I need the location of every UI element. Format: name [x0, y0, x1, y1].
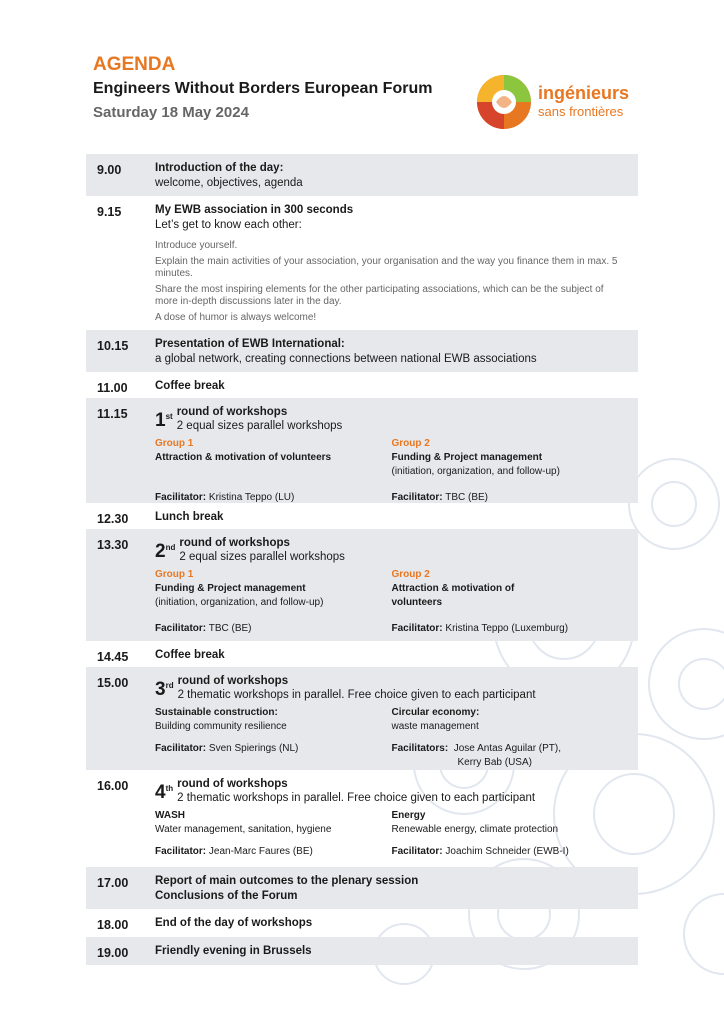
agenda-row-workshop-round-2	[86, 529, 638, 641]
agenda-row-ewb-international	[86, 330, 638, 372]
agenda-title: round of workshops	[179, 537, 290, 549]
agenda-title: round of workshops	[177, 778, 288, 790]
agenda-note: Share the most inspiring elements for the other participating associations, which can be the subject of more in-depth discussions later in the day.	[155, 284, 604, 307]
agenda-subtitle: 2 thematic workshops in parallel. Free choice given to each participant	[177, 792, 536, 804]
agenda-title: round of workshops	[177, 675, 289, 687]
facilitator: Facilitator: Jean-Marc Faures (BE)	[155, 846, 313, 857]
workshop-topic: Sustainable construction:	[155, 707, 278, 718]
agenda-label: AGENDA	[93, 54, 176, 75]
agenda-time: 15.00	[97, 676, 129, 690]
agenda-time: 9.00	[97, 163, 122, 177]
workshop-group-left	[155, 568, 392, 636]
workshop-theme-right	[392, 809, 629, 859]
agenda-title: Lunch break	[155, 511, 224, 523]
isf-logo	[474, 72, 634, 132]
facilitator: Facilitator: Kristina Teppo (LU)	[155, 492, 295, 503]
agenda-title: My EWB association in 300 seconds	[155, 204, 354, 216]
workshop-theme-right	[392, 706, 629, 770]
agenda-row-intro	[86, 154, 638, 196]
workshop-theme-left	[155, 809, 392, 859]
workshop-detail: (initiation, organization, and follow-up)	[155, 597, 324, 608]
group-label: Group 1	[155, 438, 194, 449]
agenda-time: 17.00	[97, 876, 129, 890]
agenda-row-workshop-round-3	[86, 667, 638, 770]
agenda-row-evening	[86, 937, 638, 965]
agenda-time: 10.15	[97, 339, 129, 353]
event-date: Saturday 18 May 2024	[93, 104, 249, 121]
agenda-title: Coffee break	[155, 380, 225, 392]
agenda-row-report	[86, 867, 638, 909]
agenda-time: 11.15	[97, 407, 128, 421]
workshop-theme-left	[155, 706, 392, 770]
agenda-subtitle: 2 thematic workshops in parallel. Free choice given to each participant	[177, 689, 536, 701]
facilitator: Facilitator: Sven Spierings (NL)	[155, 743, 299, 754]
agenda-title: Coffee break	[155, 649, 225, 661]
group-label: Group 1	[155, 569, 194, 580]
page-title: Engineers Without Borders European Forum	[93, 80, 433, 97]
agenda-table	[86, 154, 638, 965]
agenda-subtitle: 2 equal sizes parallel workshops	[176, 420, 343, 432]
facilitator-continued: Kerry Bab (USA)	[457, 757, 532, 768]
agenda-time: 13.30	[97, 538, 129, 552]
agenda-time: 9.15	[97, 205, 122, 219]
facilitator: Facilitator: Joachim Schneider (EWB-I)	[391, 846, 569, 857]
facilitator: Facilitator: TBC (BE)	[155, 623, 252, 634]
agenda-subtitle: Let’s get to know each other:	[155, 219, 302, 231]
workshop-detail: Renewable energy, climate protection	[391, 824, 559, 835]
workshop-detail: volunteers	[391, 597, 443, 608]
group-label: Group 2	[391, 438, 430, 449]
workshop-topic: Circular economy:	[391, 707, 480, 718]
agenda-note: Explain the main activities of your association, your organisation and the way you finance them in max. 5 minutes.	[155, 256, 618, 279]
workshop-group-right	[392, 437, 629, 505]
agenda-note: A dose of humor is always welcome!	[155, 312, 317, 323]
agenda-row-coffee-break	[86, 641, 638, 667]
round-ordinal: 1st	[155, 410, 173, 431]
round-ordinal: 2nd	[155, 541, 176, 562]
facilitator: Facilitator: TBC (BE)	[391, 492, 489, 503]
agenda-time: 19.00	[97, 946, 129, 960]
agenda-subtitle: a global network, creating connections between national EWB associations	[155, 353, 537, 365]
logo-text-ingenieurs: ingénieurs	[538, 83, 630, 103]
facilitator: Facilitators: Jose Antas Aguilar (PT),	[391, 743, 562, 754]
facilitator: Facilitator: Kristina Teppo (Luxemburg)	[391, 623, 569, 634]
agenda-row-end-of-day	[86, 909, 638, 937]
workshop-topic: WASH	[155, 810, 185, 821]
agenda-title: Report of main outcomes to the plenary session	[155, 875, 419, 887]
round-ordinal: 4th	[155, 782, 174, 803]
workshop-topic: Funding & Project management	[155, 583, 306, 594]
agenda-subtitle: Conclusions of the Forum	[155, 890, 298, 902]
agenda-row-lunch-break	[86, 503, 638, 529]
isf-swirl-logo-icon	[474, 72, 534, 132]
agenda-title: End of the day of workshops	[155, 917, 313, 929]
workshop-group-left	[155, 437, 392, 505]
agenda-subtitle: welcome, objectives, agenda	[155, 177, 303, 189]
agenda-title: Friendly evening in Brussels	[155, 945, 312, 957]
agenda-time: 18.00	[97, 918, 129, 932]
workshop-topic: Energy	[391, 810, 426, 821]
agenda-title: round of workshops	[176, 406, 288, 418]
agenda-time: 16.00	[97, 779, 129, 793]
agenda-note: Introduce yourself.	[155, 240, 238, 251]
workshop-topic: Attraction & motivation of volunteers	[155, 452, 332, 463]
page-header	[93, 54, 432, 123]
agenda-time: 12.30	[97, 512, 129, 526]
agenda-row-ewb300	[86, 196, 638, 330]
round-ordinal: 3rd	[155, 679, 174, 700]
workshop-group-right	[392, 568, 629, 636]
workshop-topic: Funding & Project management	[391, 452, 543, 463]
agenda-subtitle: 2 equal sizes parallel workshops	[179, 551, 345, 563]
agenda-row-workshop-round-4	[86, 770, 638, 867]
agenda-row-coffee-break	[86, 372, 638, 398]
agenda-time: 14.45	[97, 650, 129, 664]
logo-text-sans-frontieres: sans frontières	[538, 104, 624, 119]
agenda-title: Introduction of the day:	[155, 162, 284, 174]
agenda-row-workshop-round-1	[86, 398, 638, 503]
workshop-detail: waste management	[391, 721, 479, 732]
workshop-detail	[155, 465, 392, 479]
agenda-time: 11.00	[97, 381, 128, 395]
agenda-title: Presentation of EWB International:	[155, 338, 345, 350]
workshop-detail: Building community resilience	[155, 721, 287, 732]
workshop-topic: Attraction & motivation of	[391, 583, 515, 594]
workshop-detail: Water management, sanitation, hygiene	[155, 824, 332, 835]
group-label: Group 2	[391, 569, 430, 580]
workshop-detail: (initiation, organization, and follow-up)	[391, 466, 560, 477]
